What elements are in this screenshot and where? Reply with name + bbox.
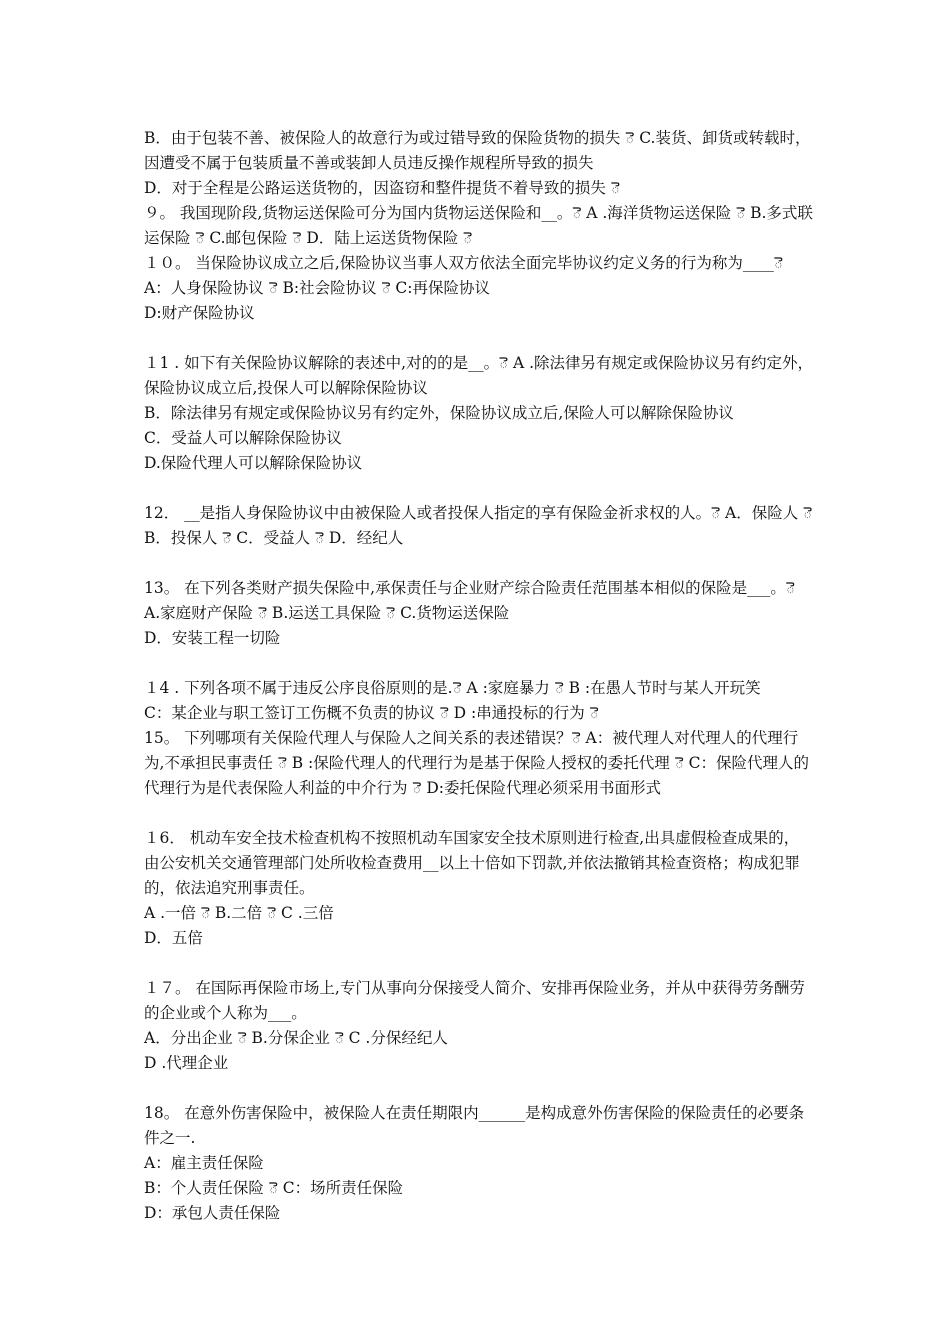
q14-options-c-d: C：某企业与职工签订工伤概不负责的协议 ె D :串通投标的行为 ె	[144, 704, 599, 722]
paragraph-gap	[144, 551, 814, 576]
q16-options-a-c: A .一倍 ె B.二倍 ె C .三倍	[144, 904, 334, 922]
q13-option-d: D．安装工程一切险	[144, 629, 281, 647]
q11-option-b: B．除法律另有规定或保险协议另有约定外，保险协议成立后,保险人可以解除保险协议	[144, 404, 734, 422]
question-12: 12． __是指人身保险协议中由被保险人或者投保人指定的享有保险金祈求权的人。ె A．保险人 ె B．投保人 ె C．受益人 ె D．经纪人	[144, 504, 813, 547]
paragraph-gap	[144, 801, 814, 826]
q17-option-d: D .代理企业	[144, 1054, 229, 1072]
document-body	[144, 126, 814, 1226]
q11-option-d: D.保险代理人可以解除保险协议	[144, 454, 363, 472]
question-11: １1 . 如下有关保险协议解除的表述中,对的的是__。ె A .除法律另有规定或保险协议另有约定外，保险协议成立后,投保人可以解除保险协议	[144, 354, 814, 397]
q18-option-d: D：承包人责任保险	[144, 1204, 281, 1222]
q8-option-d: D．对于全程是公路运送货物的，因盗窃和整件提货不着导致的损失 ె	[144, 179, 620, 197]
q17-options-a-c: A．分出企业 ె B.分保企业 ె C .分保经纪人	[144, 1029, 448, 1047]
q11-option-c: C．受益人可以解除保险协议	[144, 429, 342, 447]
paragraph-gap	[144, 951, 814, 976]
paragraph-gap	[144, 1076, 814, 1101]
question-14: １4 . 下列各项不属于违反公序良俗原则的是.ె A :家庭暴力 ె B :在愚人节时与某人开玩笑	[144, 679, 761, 697]
q18-option-a: A：雇主责任保险	[144, 1154, 264, 1172]
question-18: 18。 在意外伤害保险中，被保险人在责任期限内______是构成意外伤害保险的保险责任的必要条件之一.	[144, 1104, 805, 1147]
question-15: 15。 下列哪项有关保险代理人与保险人之间关系的表述错误？ె A：被代理人对代理人的代理行为,不承担民事责任 ె B :保险代理人的代理行为是基于保险人授权的委托代理 ె C：保险代理人的代理行为是代表保险人利益的中介行为 ె D:委托保险代理必须采用书面形式	[144, 729, 809, 797]
q18-options-b-c: B：个人责任保险 ె C：场所责任保险	[144, 1179, 404, 1197]
question-10: １０。 当保险协议成立之后,保险协议当事人双方依法全面完毕协议约定义务的行为称为____ె A：人身保险协议 ె B:社会险协议 ె C:再保险协议	[144, 254, 783, 297]
paragraph-gap	[144, 476, 814, 501]
question-13: 13。 在下列各类财产损失保险中,承保责任与企业财产综合险责任范围基本相似的保险是___。ె A.家庭财产保险 ె B.运送工具保险 ె C.货物运送保险	[144, 579, 795, 622]
paragraph-gap	[144, 326, 814, 351]
q10-option-d: D:财产保险协议	[144, 304, 255, 322]
q8-option-b-c: B．由于包装不善、被保险人的故意行为或过错导致的保险货物的损失 ె C.装货、卸货或转载时，因遭受不属于包装质量不善或装卸人员违反操作规程所导致的损失	[144, 129, 811, 172]
question-17: １７。 在国际再保险市场上,专门从事向分保接受人简介、安排再保险业务，并从中获得劳务酬劳的企业或个人称为___。	[144, 979, 805, 1022]
question-16: １6． 机动车安全技术检查机构不按照机动车国家安全技术原则进行检查,出具虚假检查成果的，由公安机关交通管理部门处所收检查费用__以上十倍如下罚款,并依法撤销其检查资格；构成犯罪的，依法追究刑事责任。	[144, 829, 800, 897]
q16-option-d: D．五倍	[144, 929, 203, 947]
paragraph-gap	[144, 651, 814, 676]
question-9: ９。 我国现阶段,货物运送保险可分为国内货物运送保险和__。ె A .海洋货物运送保险 ె B.多式联运保险 ె C.邮包保险 ె D．陆上运送货物保险 ె	[144, 204, 813, 247]
